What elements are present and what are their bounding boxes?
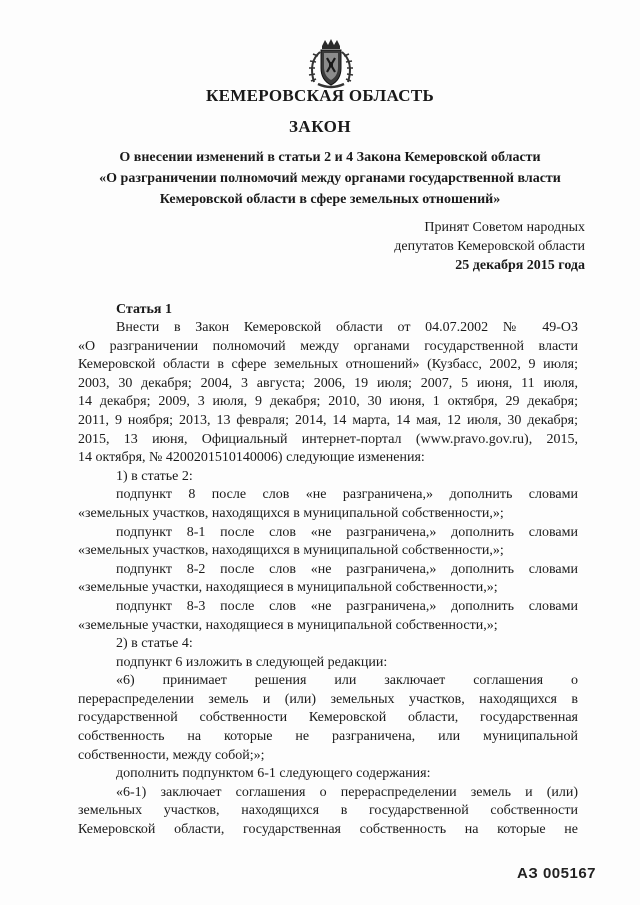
adoption-line: Принят Советом народных <box>424 220 585 235</box>
region-name: КЕМЕРОВСКАЯ ОБЛАСТЬ <box>206 86 434 105</box>
article-body <box>78 319 578 840</box>
body-line: перераспределении земель и (или) земельных участков, находящихся в <box>78 691 578 707</box>
body-line: 14 декабря; 2009, 3 июля, 9 декабря; 2010, 30 июня, 1 октября, 29 декабря; <box>78 394 578 410</box>
body-line: «земельные участки, находящиеся в муниципальной собственности,»; <box>78 617 498 633</box>
body-line: подпункт 6 изложить в следующей редакции: <box>116 654 388 670</box>
body-line: 2015, 13 июня, Официальный интернет-портал (www.pravo.gov.ru), 2015, <box>78 431 578 447</box>
body-line: подпункт 8-2 после слов «не разграничена,» дополнить словами <box>116 561 578 577</box>
coat-of-arms-icon <box>298 38 364 90</box>
serial-number: АЗ 005167 <box>517 865 596 882</box>
body-line: дополнить подпунктом 6-1 следующего содержания: <box>116 766 431 782</box>
law-title-line: О внесении изменений в статьи 2 и 4 Закона Кемеровской области <box>119 150 541 165</box>
body-line: Кемеровской области в сфере земельных отношений» (Кузбасс, 2002, 9 июля; <box>78 357 578 373</box>
body-line: Кемеровской области, государственная собственность на которые не <box>78 822 578 838</box>
body-line: «земельных участков, находящихся в муниципальной собственности,»; <box>78 505 504 521</box>
body-line: «земельных участков, находящихся в муниципальной собственности,»; <box>78 543 504 559</box>
law-title-line: Кемеровской области в сфере земельных отношений» <box>159 192 501 207</box>
body-line: 2011, 9 ноября; 2013, 13 февраля; 2014, 14 марта, 14 мая, 12 июля, 30 декабря; <box>78 412 578 428</box>
adoption-line: депутатов Кемеровской области <box>394 239 585 254</box>
body-line: 1) в статье 2: <box>116 468 193 484</box>
body-line: «6-1) заключает соглашения о перераспределении земель и (или) <box>116 784 578 800</box>
body-line: собственности, между собой;»; <box>78 747 265 763</box>
adoption-date: 25 декабря 2015 года <box>455 258 585 273</box>
body-line: 2003, 30 декабря; 2004, 3 августа; 2006, 19 июля; 2007, 5 июня, 11 июля, <box>78 375 578 391</box>
body-line: подпункт 8-3 после слов «не разграничена,» дополнить словами <box>116 598 578 614</box>
body-line: подпункт 8 после слов «не разграничена,» дополнить словами <box>116 487 578 503</box>
law-title <box>70 147 590 210</box>
body-line: собственность на которые не разграничена, или муниципальной <box>78 729 578 745</box>
body-line: подпункт 8-1 после слов «не разграничена,» дополнить словами <box>116 524 578 540</box>
body-line: земельных участков, находящихся в государственной собственности <box>78 803 578 819</box>
adoption-block <box>394 218 585 275</box>
body-line: 2) в статье 4: <box>116 636 193 652</box>
body-line: «О разграничении полномочий между органами государственной власти <box>78 338 578 354</box>
body-line: «земельные участки, находящиеся в муниципальной собственности,»; <box>78 580 498 596</box>
body-line: «6) принимает решения или заключает соглашения о <box>116 673 578 689</box>
article-heading: Статья 1 <box>116 302 172 317</box>
body-line: 14 октября, № 4200201510140006) следующие изменения: <box>78 450 425 466</box>
body-line: государственной собственности Кемеровской области, государственная <box>78 710 578 726</box>
law-title-line: «О разграничении полномочий между органами государственной власти <box>99 171 561 186</box>
document-type: ЗАКОН <box>288 117 352 136</box>
body-line: Внести в Закон Кемеровской области от 04.07.2002 № 49-ОЗ <box>116 320 578 335</box>
